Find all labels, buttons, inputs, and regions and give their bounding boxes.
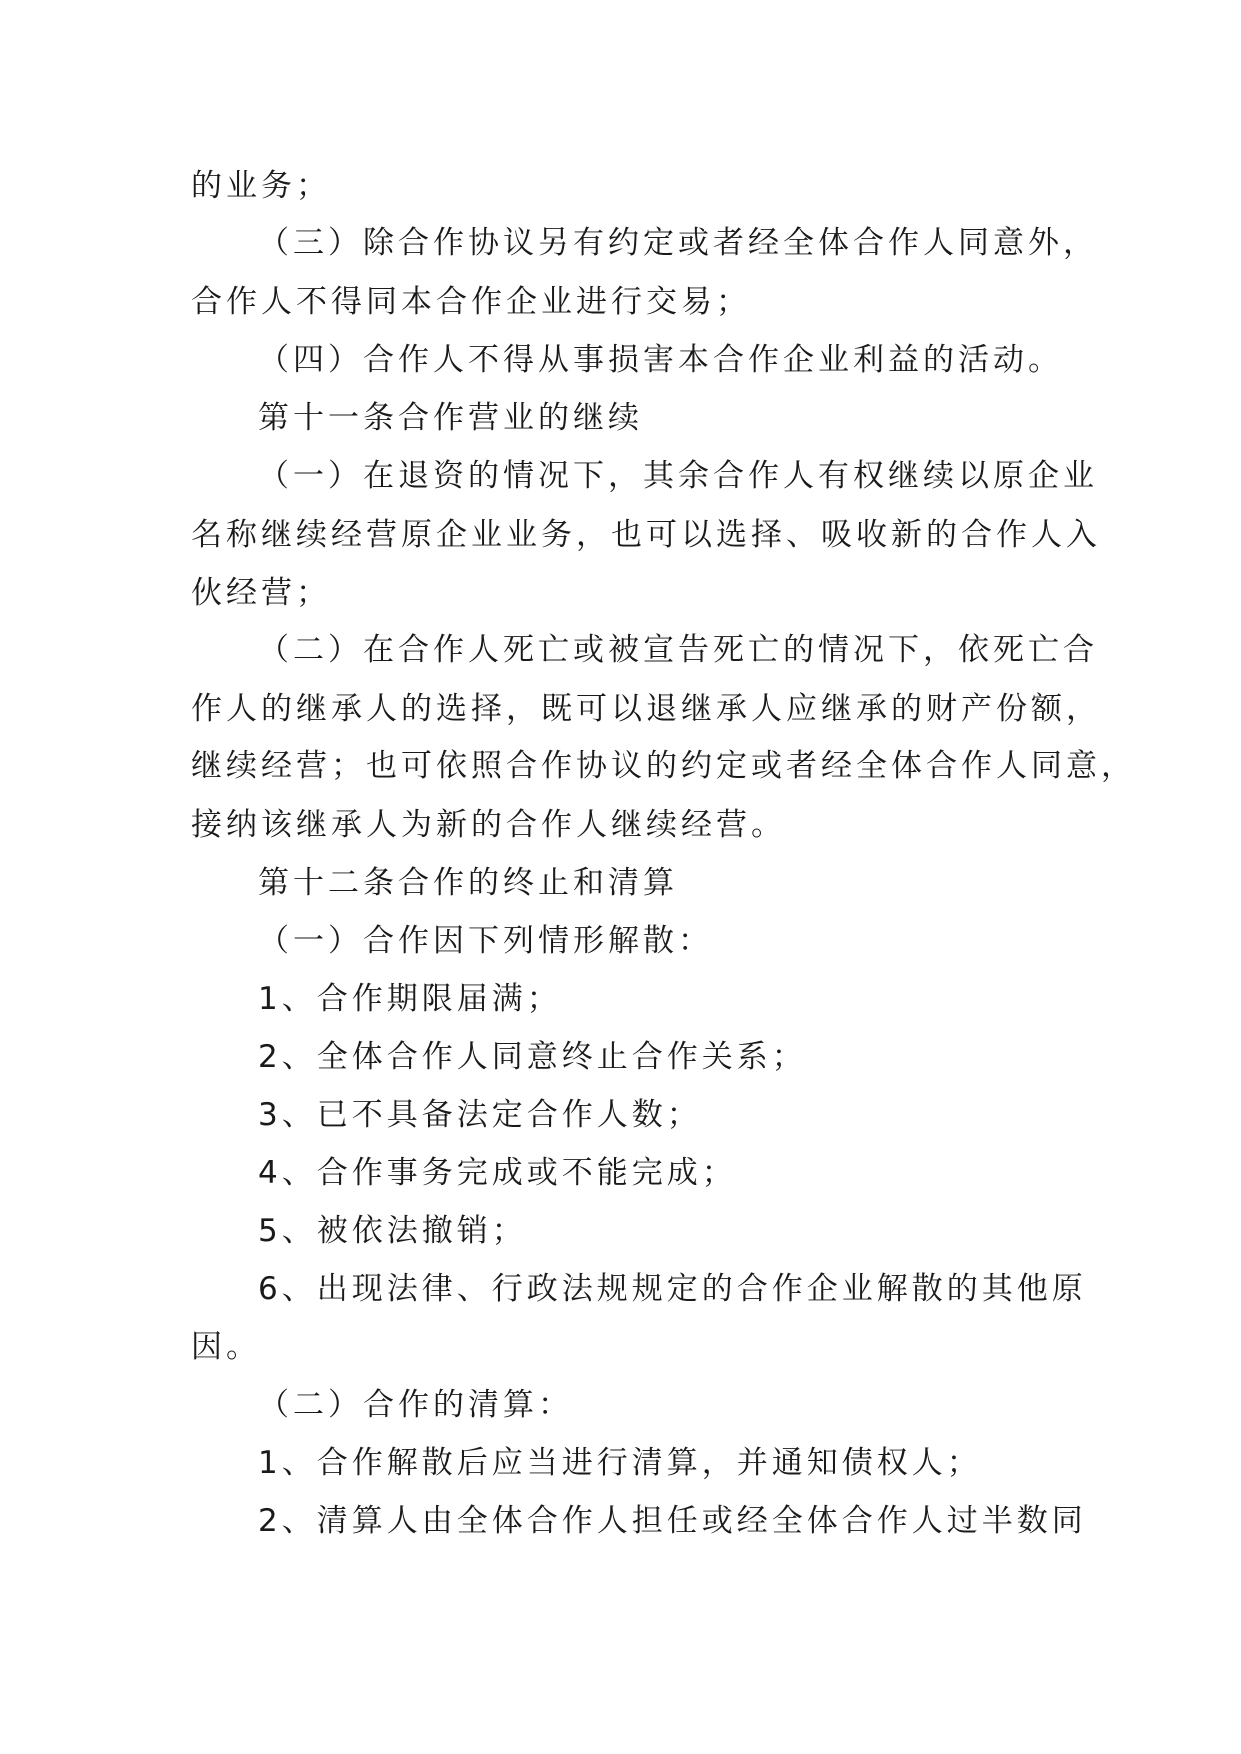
list-item: 1、合作期限届满；: [258, 981, 562, 1017]
text-line: （一）合作因下列情形解散：: [258, 923, 713, 959]
text-line: （二）合作的清算：: [258, 1387, 573, 1423]
text-line: 伙经营；: [191, 575, 331, 611]
text-line: 合作人不得同本合作企业进行交易；: [191, 284, 751, 320]
text-line: （一）在退资的情况下，其余合作人有权继续以原企业: [258, 458, 1098, 494]
list-item: 2、全体合作人同意终止合作关系；: [258, 1039, 807, 1075]
article-heading: 第十一条合作营业的继续: [258, 400, 643, 436]
list-item: 2、清算人由全体合作人担任或经全体合作人过半数同: [258, 1503, 1087, 1539]
text-line: 接纳该继承人为新的合作人继续经营。: [191, 807, 786, 843]
text-line: 继续经营；也可依照合作协议的约定或者经全体合作人同意，: [191, 748, 1136, 784]
list-item: 5、被依法撤销；: [258, 1213, 527, 1249]
article-heading: 第十二条合作的终止和清算: [258, 865, 678, 901]
text-line: 因。: [191, 1329, 261, 1365]
text-line: （四）合作人不得从事损害本合作企业利益的活动。: [258, 342, 1063, 378]
text-line: 的业务；: [191, 168, 331, 204]
text-line: （三）除合作协议另有约定或者经全体合作人同意外，: [258, 225, 1098, 261]
list-item: 6、出现法律、行政法规规定的合作企业解散的其他原: [258, 1271, 1087, 1307]
list-item: 3、已不具备法定合作人数；: [258, 1097, 702, 1133]
list-item: 4、合作事务完成或不能完成；: [258, 1155, 737, 1191]
text-line: （二）在合作人死亡或被宣告死亡的情况下，依死亡合: [258, 632, 1098, 668]
text-line: 作人的继承人的选择，既可以退继承人应继承的财产份额，: [191, 691, 1101, 727]
text-line: 名称继续经营原企业业务，也可以选择、吸收新的合作人入: [191, 517, 1101, 553]
list-item: 1、合作解散后应当进行清算，并通知债权人；: [258, 1445, 982, 1481]
